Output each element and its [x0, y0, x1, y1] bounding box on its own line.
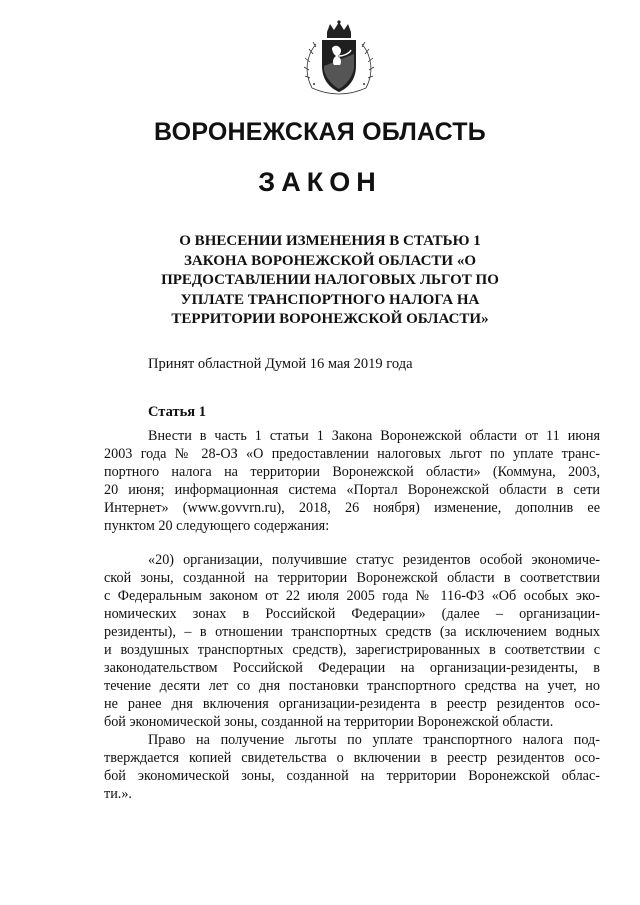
- body-line: Интернет» (www.govvrn.ru), 2018, 26 ноября) изменение, дополнив ее: [104, 500, 600, 516]
- body-line: «20) организации, получившие статус резидентов особой экономиче-: [148, 552, 600, 568]
- body-line: резиденты), – в отношении транспортных средств (за исключением водных: [104, 624, 600, 640]
- body-line: Право на получение льготы по уплате транспортного налога под-: [148, 732, 600, 748]
- body-line: Внести в часть 1 статьи 1 Закона Воронежской области от 11 июня: [148, 428, 600, 444]
- body-line: 20 июня; информационная система «Портал Воронежской области в сети: [104, 482, 600, 498]
- body-line: 2003 года № 28-ОЗ «О предоставлении налоговых льгот по уплате транс-: [104, 446, 600, 462]
- body-line: не ранее дня включения организации-резидента в реестр резидентов осо-: [104, 696, 600, 712]
- body-line: тверждается копией свидетельства о включении в реестр резидентов осо-: [104, 750, 600, 766]
- adoption-date: Принят областной Думой 16 мая 2019 года: [148, 356, 413, 372]
- law-title-line: ТЕРРИТОРИИ ВОРОНЕЖСКОЙ ОБЛАСТИ»: [171, 311, 489, 327]
- coat-of-arms-icon: [294, 18, 384, 104]
- body-line: портного налога на территории Воронежской области» (Коммуна, 2003,: [104, 464, 600, 480]
- law-title-line: ЗАКОНА ВОРОНЕЖСКОЙ ОБЛАСТИ «О: [183, 252, 477, 269]
- law-title-line: ПРЕДОСТАВЛЕНИИ НАЛОГОВЫХ ЛЬГОТ ПО: [161, 272, 499, 288]
- body-line: ской зоны, созданной на территории Воронежской области в соответствии: [104, 570, 600, 586]
- body-line: и воздушных транспортных средств), зарегистрированных в соответствии с: [104, 642, 600, 658]
- body-line: течение десяти лет со дня постановки транспортного средства на учет, но: [104, 678, 600, 694]
- body-line: бой экономической зоны, созданной на территории Воронежской облас-: [104, 768, 600, 784]
- article-heading: Статья 1: [148, 404, 206, 420]
- law-title-line: О ВНЕСЕНИИ ИЗМЕНЕНИЯ В СТАТЬЮ 1: [179, 233, 481, 249]
- law-title-line: УПЛАТЕ ТРАНСПОРТНОГО НАЛОГА НА: [180, 291, 480, 308]
- law-title: [160, 232, 500, 330]
- body-line: ти.».: [104, 786, 132, 802]
- region-title: ВОРОНЕЖСКАЯ ОБЛАСТЬ: [154, 118, 486, 146]
- body-line: номических зонах в Российской Федерации» (далее – организации-: [104, 606, 600, 622]
- body-line: пунктом 20 следующего содержания:: [104, 518, 330, 534]
- body-line: законодательством Российской Федерации на организации-резиденты, в: [104, 660, 600, 676]
- body-line: бой экономической зоны, созданной на территории Воронежской области.: [104, 714, 554, 730]
- body-line: с Федеральным законом от 22 июля 2005 года № 116-ФЗ «Об особых эко-: [104, 588, 600, 604]
- document-type: ЗАКОН: [258, 167, 382, 197]
